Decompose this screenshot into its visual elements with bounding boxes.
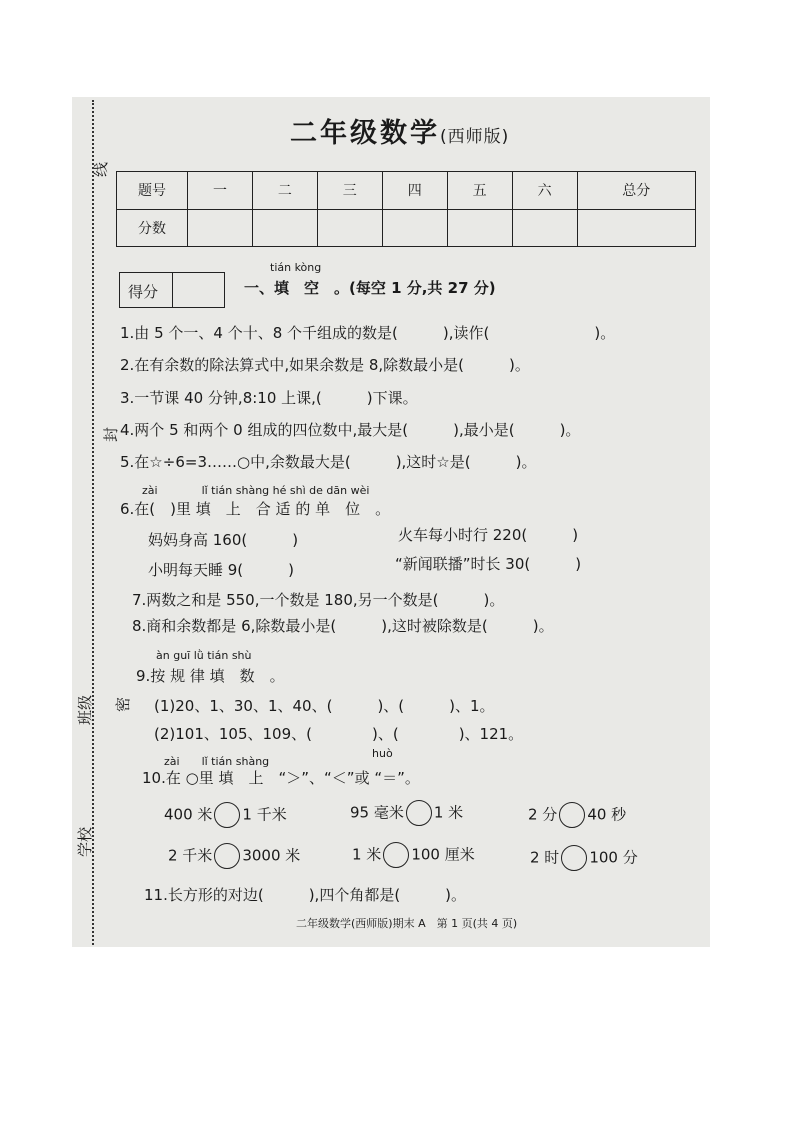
score-cell[interactable]	[382, 209, 447, 247]
side-label-xuexiao: 学校	[76, 826, 94, 857]
score-cell[interactable]	[447, 209, 512, 247]
side-label-xian: 线	[92, 161, 110, 177]
question-6-item-1: 妈妈身高 160( )	[148, 531, 299, 549]
compare-right: 40 秒	[587, 805, 627, 824]
question-6-item-3: 小明每天睡 9( )	[148, 561, 295, 579]
question-10-pinyin: zài lǐ tián shàng	[164, 755, 270, 768]
score-cell[interactable]	[317, 209, 382, 247]
question-7: 7.两数之和是 550,一个数是 180,另一个数是( )。	[132, 591, 505, 609]
compare-circle-input[interactable]	[214, 802, 240, 828]
score-cell[interactable]	[512, 209, 577, 247]
page-footer: 二年级数学(西师版)期末 A 第 1 页(共 4 页)	[296, 917, 518, 930]
question-9-part-1: (1)20、1、30、1、40、( )、( )、1。	[154, 697, 495, 715]
page-title	[290, 111, 509, 150]
defen-label: 得分	[128, 283, 159, 301]
compare-right: 1 千米	[242, 805, 287, 824]
question-6-item-2: 火车每小时行 220( )	[398, 526, 579, 544]
question-5: 5.在☆÷6=3……○中,余数最大是( ),这时☆是( )。	[120, 453, 537, 471]
defen-divider	[172, 273, 173, 307]
score-row-header	[117, 172, 696, 210]
compare-right: 100 分	[589, 848, 638, 867]
binding-dotted-line	[92, 100, 94, 945]
score-col-5: 五	[447, 172, 512, 210]
question-11: 11.长方形的对边( ),四个角都是( )。	[144, 886, 467, 904]
compare-left: 2 分	[528, 805, 558, 824]
compare-item-5	[352, 842, 475, 868]
score-cell[interactable]	[252, 209, 317, 247]
question-3: 3.一节课 40 分钟,8:10 上课,( )下课。	[120, 389, 418, 407]
compare-circle-input[interactable]	[383, 842, 409, 868]
score-col-4: 四	[382, 172, 447, 210]
compare-item-1	[164, 802, 287, 828]
score-table	[116, 171, 696, 247]
question-6-item-4: “新闻联播”时长 30( )	[395, 555, 582, 573]
title-text: 二年级数学	[290, 118, 440, 149]
compare-right: 1 米	[433, 803, 464, 822]
question-9: 9.按 规 律 填 数 。	[136, 667, 285, 685]
score-label-fenshu: 分数	[117, 209, 188, 247]
side-label-mi: 密	[114, 696, 132, 712]
question-10: 10.在 ○里 填 上 “＞”、“＜”或 “＝”。	[142, 769, 420, 787]
compare-item-4	[168, 843, 300, 869]
compare-right: 100 厘米	[411, 845, 475, 864]
compare-circle-input[interactable]	[561, 845, 587, 871]
score-cell[interactable]	[577, 209, 695, 247]
score-col-1: 一	[188, 172, 253, 210]
question-9-pinyin: àn guī lǜ tián shù	[156, 649, 252, 662]
score-cell[interactable]	[188, 209, 253, 247]
score-col-2: 二	[252, 172, 317, 210]
question-9-part-2: (2)101、105、109、( )、( )、121。	[154, 725, 524, 743]
question-10-pinyin-huo: huò	[372, 747, 393, 760]
compare-item-6	[530, 845, 638, 871]
side-label-banji: 班级	[76, 694, 94, 725]
question-4: 4.两个 5 和两个 0 组成的四位数中,最大是( ),最小是( )。	[120, 421, 581, 439]
compare-left: 400 米	[164, 805, 213, 824]
compare-circle-input[interactable]	[406, 800, 432, 826]
compare-left: 2 时	[530, 848, 560, 867]
compare-left: 1 米	[352, 845, 382, 864]
compare-left: 95 毫米	[350, 803, 404, 822]
question-2: 2.在有余数的除法算式中,如果余数是 8,除数最小是( )。	[120, 356, 530, 374]
compare-left: 2 千米	[168, 846, 213, 865]
score-col-3: 三	[317, 172, 382, 210]
defen-box	[119, 272, 225, 308]
score-col-6: 六	[512, 172, 577, 210]
compare-item-3	[528, 802, 626, 828]
compare-item-2	[350, 800, 463, 826]
compare-circle-input[interactable]	[214, 843, 240, 869]
section1-pinyin: tián kòng	[270, 261, 322, 274]
score-row-values	[117, 209, 696, 247]
title-edition: (西师版)	[440, 127, 510, 147]
exam-paper-photo	[72, 97, 710, 947]
question-6-pinyin: zài lǐ tián shàng hé shì de dān wèi	[142, 484, 370, 497]
side-label-feng: 封	[102, 426, 120, 442]
question-8: 8.商和余数都是 6,除数最小是( ),这时被除数是( )。	[132, 617, 554, 635]
section1-heading: 一、填 空 。(每空 1 分,共 27 分)	[244, 279, 496, 297]
question-1: 1.由 5 个一、4 个十、8 个千组成的数是( ),读作( )。	[120, 324, 616, 342]
score-label-tihao: 题号	[117, 172, 188, 210]
compare-right: 3000 米	[242, 846, 301, 865]
compare-circle-input[interactable]	[559, 802, 585, 828]
score-col-total: 总分	[577, 172, 695, 210]
question-6: 6.在( )里 填 上 合 适 的 单 位 。	[120, 500, 391, 518]
